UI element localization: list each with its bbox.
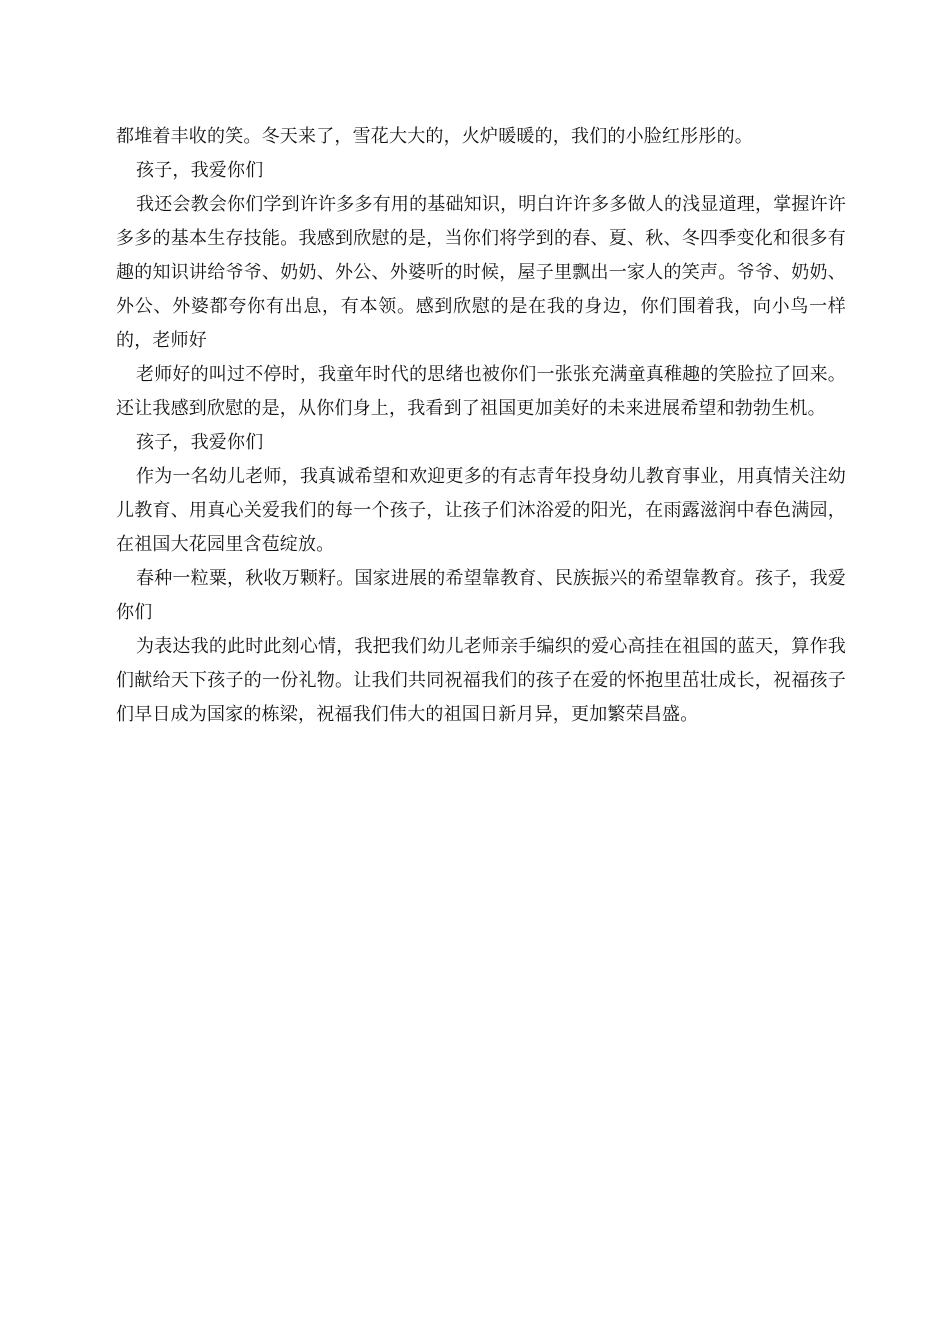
- paragraph-4: 老师好的叫过不停时，我童年时代的思绪也被你们一张张充满童真稚趣的笑脸拉了回来。还让我感到欣慰的是，从你们身上，我看到了祖国更加美好的未来进展希望和勃勃生机。: [116, 364, 846, 419]
- paragraph-1: 都堆着丰收的笑。冬天来了，雪花大大的，火炉暖暖的，我们的小脸红彤彤的。: [116, 126, 753, 147]
- paragraph-5-heading: 孩子，我爱你们: [136, 432, 264, 453]
- paragraph-2-heading: 孩子，我爱你们: [136, 160, 264, 181]
- paragraph-6: 作为一名幼儿老师，我真诚希望和欢迎更多的有志青年投身幼儿教育事业，用真情关注幼儿教育、用真心关爱我们的每一个孩子，让孩子们沐浴爱的阳光，在雨露滋润中春色满园，在祖国大花园里含苞绽放。: [116, 466, 846, 555]
- paragraph-8: 为表达我的此时此刻心情，我把我们幼儿老师亲手编织的爱心高挂在祖国的蓝天，算作我们献给天下孩子的一份礼物。让我们共同祝福我们的孩子在爱的怀抱里茁壮成长，祝福孩子们早日成为国家的栋梁，祝福我们伟大的祖国日新月异，更加繁荣昌盛。: [116, 636, 846, 725]
- document-body: [116, 120, 846, 732]
- paragraph-3: 我还会教会你们学到许许多多有用的基础知识，明白许许多多做人的浅显道理，掌握许许多多的基本生存技能。我感到欣慰的是，当你们将学到的春、夏、秋、冬四季变化和很多有趣的知识讲给爷爷、奶奶、外公、外婆听的时候，屋子里飘出一家人的笑声。爷爷、奶奶、外公、外婆都夸你有出息，有本领。感到欣慰的是在我的身边，你们围着我，向小鸟一样的，老师好: [116, 194, 846, 351]
- paragraph-7: 春种一粒粟，秋收万颗籽。国家进展的希望靠教育、民族振兴的希望靠教育。孩子，我爱你们: [116, 568, 846, 623]
